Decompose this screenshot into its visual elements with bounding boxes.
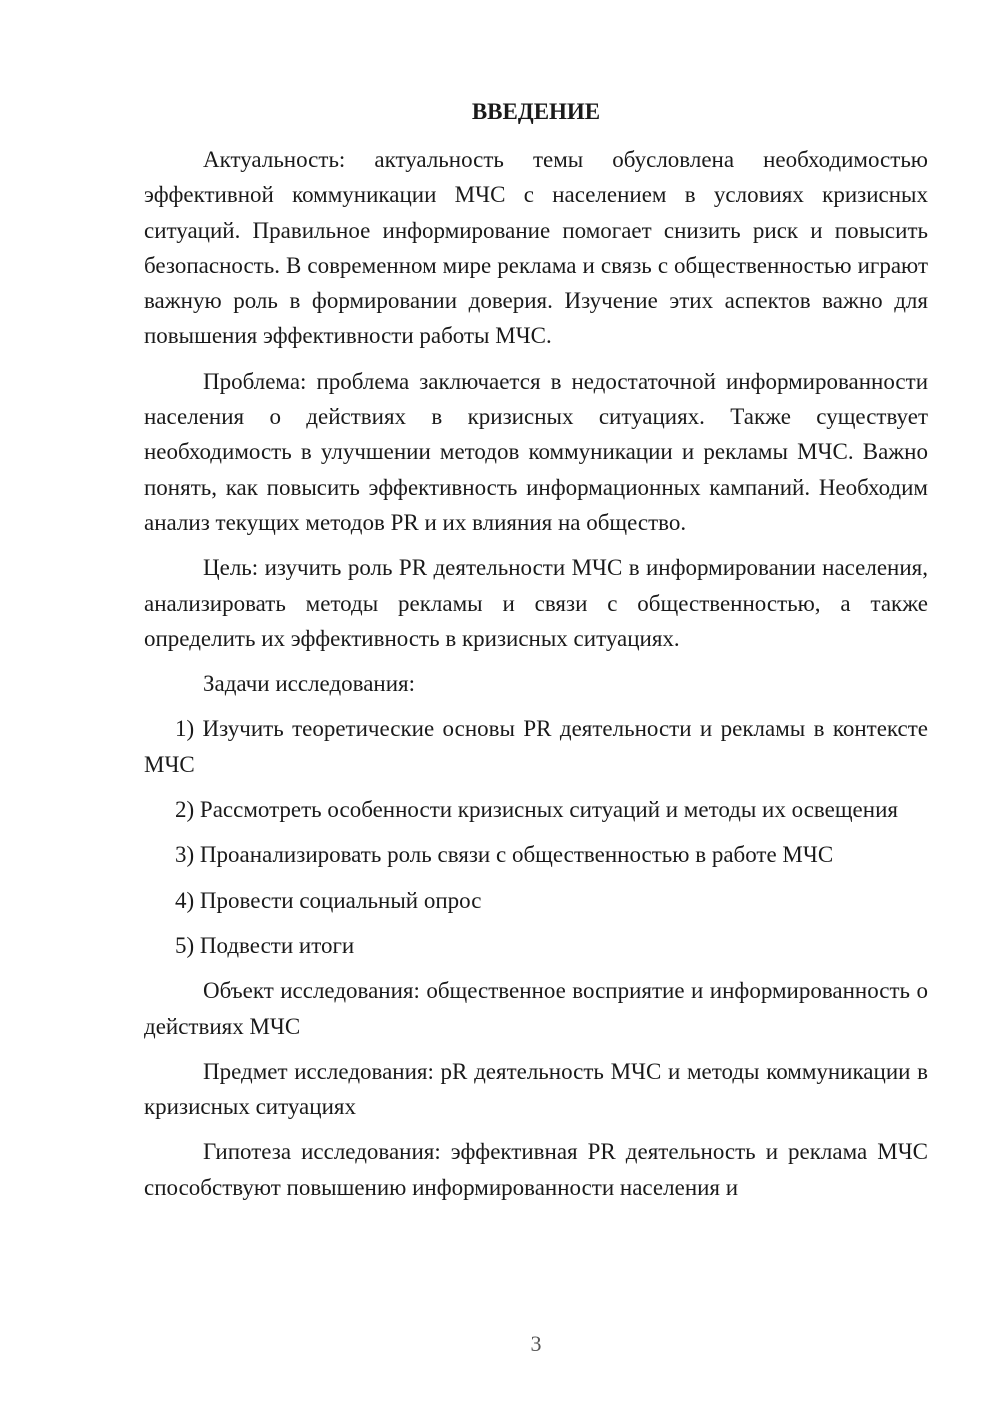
paragraph-relevance: Актуальность: актуальность темы обусловлена необходимостью эффективной коммуникации МЧС с населением в условиях кризисных ситуаций. Правильное информирование помогает снизить риск и повысить безопасность. В современном мире реклама и связь с общественностью играют важную роль в формировании доверия. Изучение этих аспектов важно для повышения эффективности работы МЧС. xyxy=(144,147,928,349)
paragraph-problem: Проблема: проблема заключается в недостаточной информированности населения о действиях в кризисных ситуациях. Также существует необходимость в улучшении методов коммуникации и рекламы МЧС. Важно понять, как повысить эффективность информационных кампаний. Необходим анализ текущих методов PR и их влияния на общество. xyxy=(144,368,928,535)
page-content xyxy=(144,94,928,1215)
task-item-2: 2) Рассмотреть особенности кризисных ситуаций и методы их освещения xyxy=(175,797,898,823)
section-title: ВВЕДЕНИЕ xyxy=(471,99,601,124)
task-item-3: 3) Проанализировать роль связи с общественностью в работе МЧС xyxy=(175,842,834,868)
paragraph-subject: Предмет исследования: pR деятельность МЧС и методы коммуникации в кризисных ситуациях xyxy=(144,1058,928,1120)
tasks-label: Задачи исследования: xyxy=(203,671,416,697)
paragraph-object: Объект исследования: общественное восприятие и информированность о действиях МЧС xyxy=(144,978,928,1039)
task-item-5: 5) Подвести итоги xyxy=(175,932,355,958)
paragraph-goal: Цель: изучить роль PR деятельности МЧС в информировании населения, анализировать методы рекламы и связи с общественностью, а также определить их эффективность в кризисных ситуациях. xyxy=(144,555,928,651)
paragraph-hypothesis: Гипотеза исследования: эффективная PR деятельность и реклама МЧС способствуют повышению информированности населения и xyxy=(144,1139,928,1200)
page-number: 3 xyxy=(530,1331,542,1356)
task-item-1: 1) Изучить теоретические основы PR деятельности и рекламы в контексте МЧС xyxy=(144,716,928,777)
task-item-4: 4) Провести социальный опрос xyxy=(175,887,482,913)
